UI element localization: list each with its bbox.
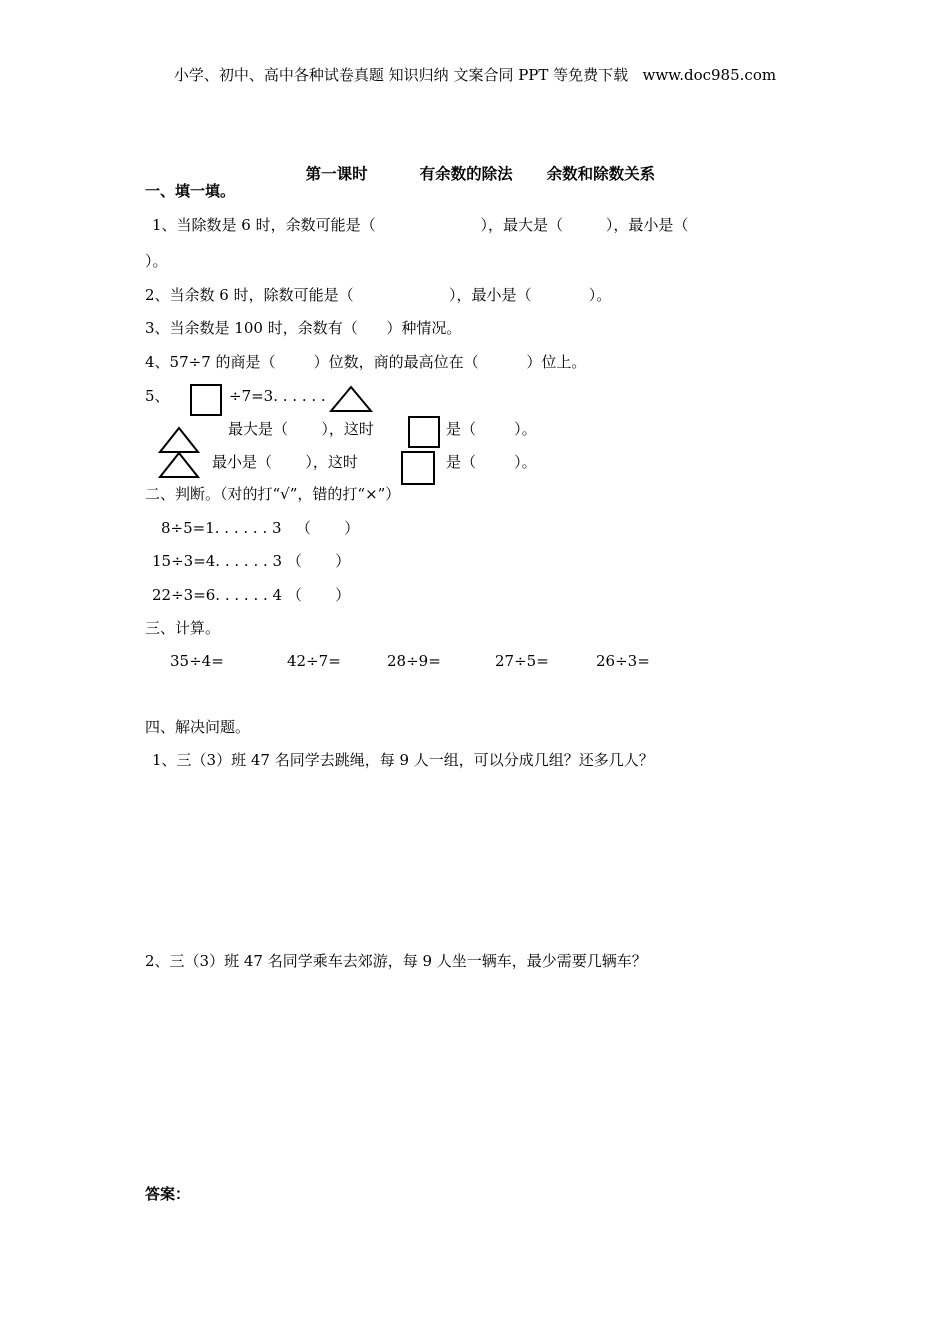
triangle-icon bbox=[329, 385, 373, 413]
question-1-5-expression: ÷7=3. . . . . . bbox=[229, 387, 326, 405]
question-1-5-max-text: 最大是（ ），这时 bbox=[228, 420, 374, 438]
lesson-title bbox=[0, 150, 950, 181]
judge-item: 22÷3=6. . . . . . 4 （ ） bbox=[152, 586, 351, 604]
calc-item: 28÷9= bbox=[387, 652, 441, 670]
question-1-4: 4、57÷7 的商是（ ）位数，商的最高位在（ ）位上。 bbox=[145, 353, 587, 371]
question-1-5-number: 5、 bbox=[145, 387, 170, 405]
square-box-icon bbox=[401, 451, 435, 485]
square-box-icon bbox=[408, 416, 440, 448]
judge-item: 15÷3=4. . . . . . 3 （ ） bbox=[152, 552, 351, 570]
section-2-heading: 二、判断。（对的打“√”，错的打“×”） bbox=[145, 485, 401, 503]
title-part-2: 有余数的除法 bbox=[419, 163, 513, 183]
square-box-icon bbox=[190, 384, 222, 416]
question-1-1-line-1: 1、当除数是 6 时，余数可能是（ ），最大是（ ），最小是（ bbox=[152, 216, 689, 234]
section-1-heading: 一、填一填。 bbox=[145, 182, 236, 200]
calc-item: 42÷7= bbox=[287, 652, 341, 670]
question-1-3: 3、当余数是 100 时，余数有（ ）种情况。 bbox=[145, 319, 462, 337]
page-header: 小学、初中、高中各种试卷真题 知识归纳 文案合同 PPT 等免费下载 www.doc985.com bbox=[173, 66, 777, 84]
word-problem-2: 2、三（3）班 47 名同学乘车去郊游，每 9 人坐一辆车，最少需要几辆车？ bbox=[145, 952, 647, 970]
triangle-icon bbox=[158, 426, 200, 454]
calc-item: 35÷4= bbox=[170, 652, 224, 670]
title-part-1: 第一课时 bbox=[305, 163, 368, 183]
calc-item: 26÷3= bbox=[596, 652, 650, 670]
question-1-5-min-square-text: 是（ ）。 bbox=[446, 453, 537, 471]
triangle-icon bbox=[158, 451, 200, 479]
judge-item: 8÷5=1. . . . . . 3 （ ） bbox=[161, 519, 360, 537]
answer-label: 答案： bbox=[145, 1185, 191, 1203]
calc-item: 27÷5= bbox=[495, 652, 549, 670]
question-1-5-max-square-text: 是（ ）。 bbox=[446, 420, 537, 438]
question-1-5-min-text: 最小是（ ），这时 bbox=[212, 453, 358, 471]
question-1-1-line-2: ）。 bbox=[145, 252, 168, 270]
word-problem-1: 1、三（3）班 47 名同学去跳绳，每 9 人一组，可以分成几组？还多几人？ bbox=[152, 751, 654, 769]
title-part-3: 余数和除数关系 bbox=[546, 163, 656, 183]
section-4-heading: 四、解决问题。 bbox=[145, 718, 251, 736]
section-3-heading: 三、计算。 bbox=[145, 619, 221, 637]
question-1-2: 2、当余数 6 时，除数可能是（ ），最小是（ ）。 bbox=[145, 286, 612, 304]
